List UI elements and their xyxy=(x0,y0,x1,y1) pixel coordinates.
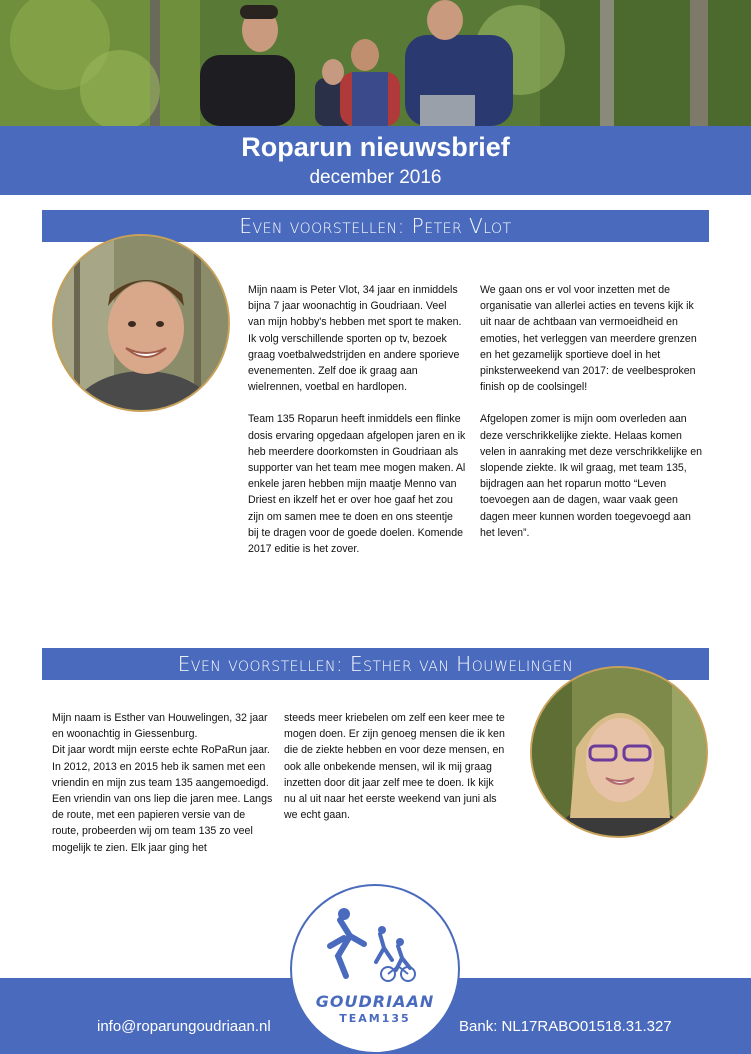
esther-paragraph-2: steeds meer kriebelen om zelf een keer mee te mogen doen. Er zijn genoeg mensen die ik ken die de ziekte hebben en voor deze mensen, en ook alle onbekende mensen, wil ik mij graag inzetten door dit jaar zelf mee te doen. Ik kijk nu al uit naar het eerste weekend van juni als we echt gaan. xyxy=(284,712,505,822)
footer-bank: Bank: NL17RABO01518.31.327 xyxy=(459,1018,672,1035)
esther-paragraph-1: Mijn naam is Esther van Houwelingen, 32 jaar en woonachtig in Giessenburg. Dit jaar wordt mijn eerste echte RoPaRun jaar. In 2012, 2013 en 2015 heb ik samen met een vriendin en mijn zus team 135 aangemoedigd. Een vriendin van ons liep die jaren mee. Langs de route, met een papieren versie van de route, probeerden wij om team 135 zo veel mogelijk te zien. Elk jaar ging het xyxy=(52,712,273,854)
peter-paragraph-4: Afgelopen zomer is mijn oom overleden aan deze verschrikkelijke ziekte. Helaas komen velen in aanraking met deze verschrikkelijke en slopende ziekte. Ik wil graag, met team 135, bijdragen aan het roparun motto “Leven toevoegen aan de dagen, waar vaak geen dagen meer kunnen worden toegevoegd aan het leven”. xyxy=(480,413,702,539)
header-photo xyxy=(0,0,751,126)
section-heading-peter: Even voorstellen: Peter Vlot xyxy=(42,210,709,242)
peter-paragraph-1: Mijn naam is Peter Vlot, 34 jaar en inmiddels bijna 7 jaar woonachtig in Goudriaan. Veel van mijn hobby's hebben met sport te maken. Ik volg verschillende sporten op tv, bezoek graag voetbalwedstrijden en andere sporieve evenementen. Zelf doe ik graag aan wielrennen, voetbal en hardlopen. xyxy=(248,284,462,394)
title-band xyxy=(0,126,751,195)
esther-column-2 xyxy=(284,710,506,839)
peter-column-1 xyxy=(248,282,466,573)
footer-email[interactable]: info@roparungoudriaan.nl xyxy=(97,1018,271,1035)
esther-column-1 xyxy=(52,710,274,872)
peter-paragraph-2: Team 135 Roparun heeft inmiddels een flinke dosis ervaring opgedaan afgelopen jaren en ik heb meerdere doorkomsten in Goudriaan als supporter van het team mee mogen maken. Al enkele jaren hebben mijn maatje Menno van Driest en ikzelf het er over hoe gaaf het zou zijn om samen mee te doen en ons steentje bij te dragen voor de goede doelen. Komende 2017 editie is het zover. xyxy=(248,413,466,556)
peter-column-2 xyxy=(480,282,702,557)
logo-team: TEAM135 xyxy=(339,1012,411,1025)
section-heading-esther: Even voorstellen: Esther van Houwelingen xyxy=(42,648,709,680)
runners-icon xyxy=(292,886,458,1052)
team-logo xyxy=(290,884,460,1054)
newsletter-date: december 2016 xyxy=(309,167,442,188)
portrait-esther xyxy=(530,666,708,838)
portrait-peter xyxy=(52,234,230,412)
logo-brand: GOUDRIAAN xyxy=(315,992,435,1011)
newsletter-title: Roparun nieuwsbrief xyxy=(241,132,510,162)
peter-paragraph-3: We gaan ons er vol voor inzetten met de organisatie van allerlei acties en tevens kijk ik uit naar de achtbaan van vermoeidheid en emoties, het verleggen van meerdere grenzen en het gezamelijk sportieve doel in het pinksterweekend van 2017: de veelbesproken finish op de coolsingel! xyxy=(480,284,697,394)
